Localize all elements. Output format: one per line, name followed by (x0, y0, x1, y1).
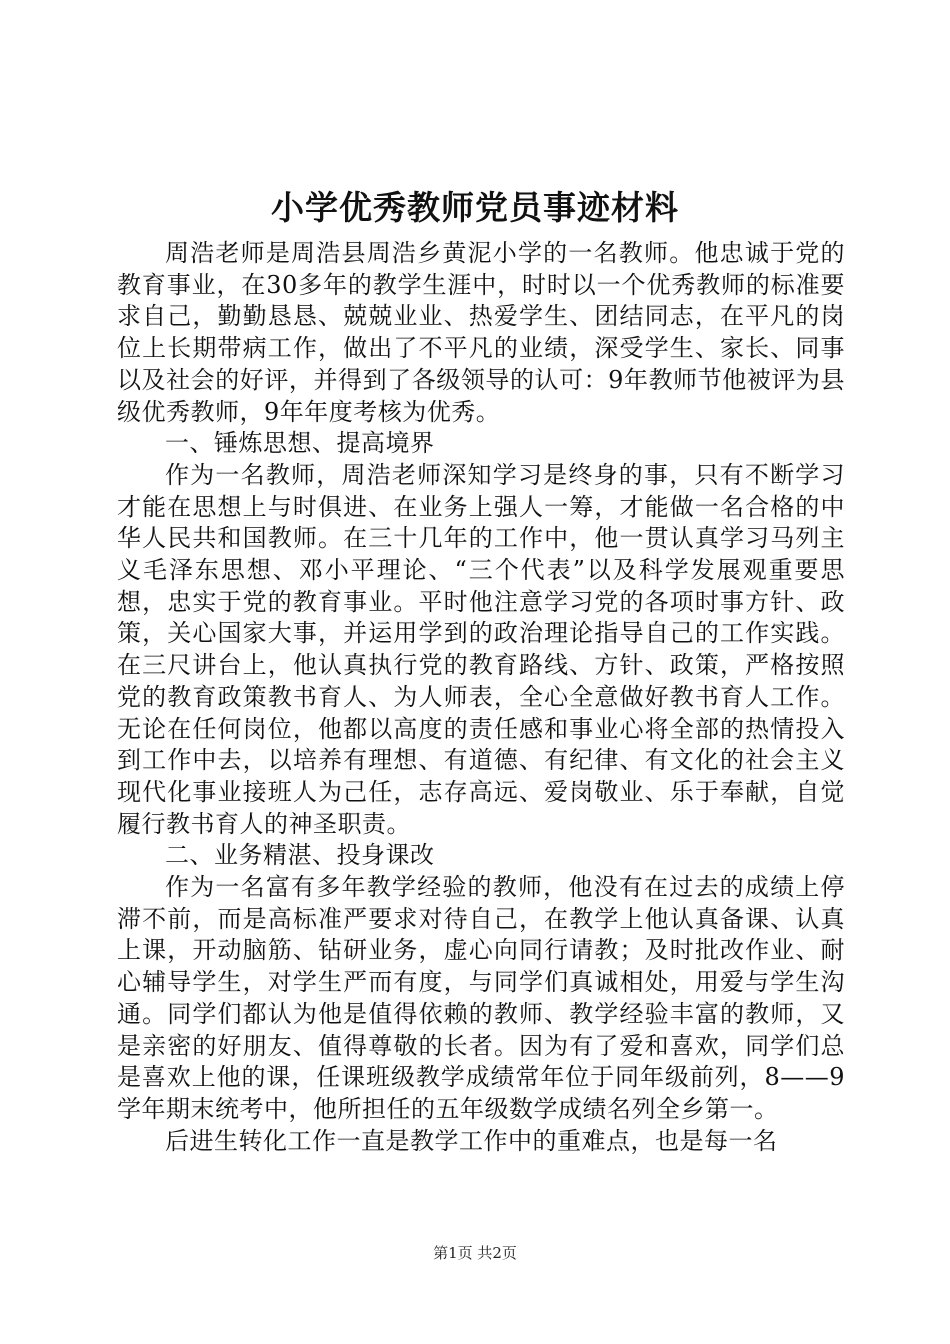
section-heading-1: 一、锤炼思想、提高境界 (165, 429, 435, 458)
paragraph-section-2: 作为一名富有多年教学经验的教师，他没有在过去的成绩上停滞不前，而是高标准严要求对待自己，在教学上他认真备课、认真上课，开动脑筋、钻研业务，虚心向同行请教；及时批改作业、耐心辅导学生，对学生严而有度，与同学们真诚相处，用爱与学生沟通。同学们都认为他是值得依赖的教师、教学经验丰富的教师，又是亲密的好朋友、值得尊敬的长者。因为有了爱和喜欢，同学们总是喜欢上他的课，任课班级教学成绩常年位于同年级前列，8——9学年期末统考中，他所担任的五年级数学成绩名列全乡第一。 (117, 873, 845, 1123)
paragraph-intro: 周浩老师是周浩县周浩乡黄泥小学的一名教师。他忠诚于党的教育事业，在30多年的教学生涯中，时时以一个优秀教师的标准要求自己，勤勤恳恳、兢兢业业、热爱学生、团结同志，在平凡的岗位上长期带病工作，做出了不平凡的业绩，深受学生、家长、同事以及社会的好评，并得到了各级领导的认可：9年教师节他被评为县级优秀教师，9年年度考核为优秀。 (117, 239, 845, 426)
page-number-footer: 第1页 共2页 (433, 1244, 517, 1262)
paragraph-section-1: 作为一名教师，周浩老师深知学习是终身的事，只有不断学习才能在思想上与时俱进、在业务上强人一筹，才能做一名合格的中华人民共和国教师。在三十几年的工作中，他一贯认真学习马列主义毛泽东思想、邓小平理论、“三个代表”以及科学发展观重要思想，忠实于党的教育事业。平时他注意学习党的各项时事方针、政策，关心国家大事，并运用学到的政治理论指导自己的工作实践。在三尺讲台上，他认真执行党的教育路线、方针、政策，严格按照党的教育政策教书育人、为人师表，全心全意做好教书育人工作。无论在任何岗位，他都以高度的责任感和事业心将全部的热情投入到工作中去，以培养有理想、有道德、有纪律、有文化的社会主义现代化事业接班人为己任，志存高远、爱岗敬业、乐于奉献，自觉履行教书育人的神圣职责。 (117, 460, 845, 838)
document-title: 小学优秀教师党员事迹材料 (271, 188, 679, 227)
section-heading-2: 二、业务精湛、投身课改 (165, 841, 435, 870)
document-body (117, 238, 845, 1157)
paragraph-continued: 后进生转化工作一直是教学工作中的重难点，也是每一名 (165, 1126, 778, 1155)
